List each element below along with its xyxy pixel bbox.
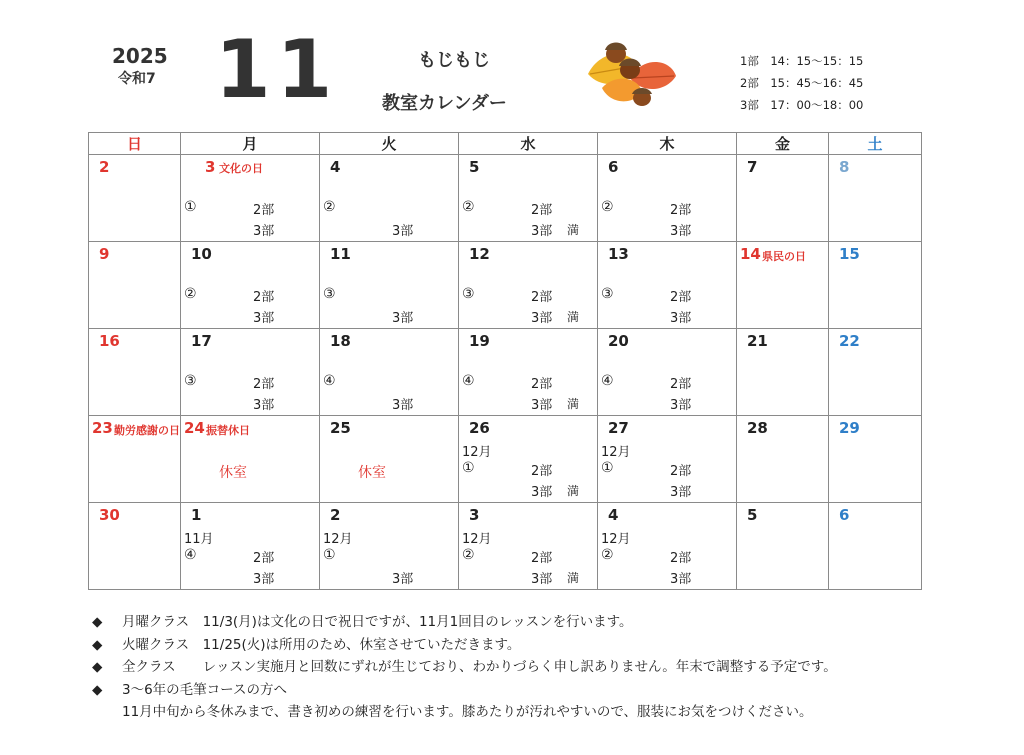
diamond-icon: ◆ — [92, 636, 103, 653]
full-mark: 満 — [567, 310, 580, 324]
holiday-label: 文化の日 — [219, 162, 263, 175]
closed-label: 休室 — [358, 465, 386, 481]
calendar-day-cell — [737, 242, 829, 329]
calendar-day-cell — [89, 329, 181, 416]
day-number: 5 — [747, 506, 758, 524]
session-2-label: 2部 — [253, 203, 275, 218]
note-text: 全クラス レッスン実施月と回数にずれが生じており、わかりづらく申し訳ありません。年末で調整する予定です。 — [122, 659, 837, 675]
class-number: ④ — [601, 373, 614, 389]
day-number: 13 — [608, 245, 629, 263]
day-number: 17 — [191, 332, 212, 350]
holiday-label: 県民の日 — [762, 250, 806, 263]
session-2-label: 2部 — [531, 464, 553, 479]
day-number: 8 — [839, 158, 850, 176]
session-3-label: 3部 — [531, 398, 553, 413]
day-number: 2 — [330, 506, 341, 524]
calendar-day-cell — [829, 155, 922, 242]
era: 令和7 — [118, 71, 156, 87]
session-3-label: 3部 — [670, 224, 692, 239]
class-number: ② — [184, 286, 197, 302]
class-number: ② — [462, 547, 475, 563]
weekday-mon: 月 — [181, 133, 320, 155]
diamond-icon: ◆ — [92, 659, 103, 675]
day-number: 4 — [330, 158, 341, 176]
session-2-label: 2部 — [531, 290, 553, 305]
day-number: 4 — [608, 506, 619, 524]
session-3: 3部 17：00〜18：00 — [740, 98, 864, 112]
month-label: 12月 — [323, 532, 353, 547]
weekday-fri: 金 — [737, 133, 829, 155]
day-number: 11 — [330, 245, 351, 263]
day-number: 22 — [839, 332, 860, 350]
calendar-week — [89, 503, 922, 590]
day-number: 24 — [184, 419, 205, 437]
class-number: ① — [462, 460, 475, 476]
note-text: 11月中旬から冬休みまで、書き初めの練習を行います。膝あたりが汚れやすいので、服装にお気をつけください。 — [122, 704, 813, 720]
session-2-label: 2部 — [531, 377, 553, 392]
day-number: 30 — [99, 506, 120, 524]
session-3-label: 3部 — [670, 398, 692, 413]
class-number: ① — [601, 460, 614, 476]
day-number: 19 — [469, 332, 490, 350]
day-number: 26 — [469, 419, 490, 437]
day-number: 7 — [747, 158, 758, 176]
weekday-sun: 日 — [89, 133, 181, 155]
title-line-1: もじもじ — [418, 50, 490, 71]
calendar-day-cell — [181, 503, 320, 590]
calendar-day-cell — [181, 155, 320, 242]
closed-label: 休室 — [219, 465, 247, 481]
calendar-day-cell — [320, 329, 459, 416]
session-2-label: 2部 — [253, 290, 275, 305]
note-4 — [92, 679, 837, 702]
session-3-label: 3部 — [253, 572, 275, 587]
calendar-day-cell — [737, 329, 829, 416]
class-number: ③ — [601, 286, 614, 302]
session-3-label: 3部 — [392, 572, 414, 587]
session-2-label: 2部 — [670, 464, 692, 479]
month-label: 12月 — [462, 532, 492, 547]
class-number: ① — [323, 547, 336, 563]
note-2 — [92, 634, 837, 657]
calendar-day-cell — [737, 503, 829, 590]
session-2: 2部 15：45〜16：45 — [740, 76, 864, 90]
diamond-icon: ◆ — [92, 614, 103, 630]
full-mark: 満 — [567, 484, 580, 498]
session-times — [740, 50, 863, 116]
day-number: 3 — [205, 158, 216, 176]
day-number: 29 — [839, 419, 860, 437]
full-mark: 満 — [567, 223, 580, 237]
session-2-label: 2部 — [670, 377, 692, 392]
class-number: ② — [323, 199, 336, 215]
note-text: 火曜クラス 11/25(火)は所用のため、休室させていただきます。 — [122, 636, 521, 653]
day-number: 27 — [608, 419, 629, 437]
weekday-sat: 土 — [829, 133, 922, 155]
autumn-leaves-icon — [580, 32, 680, 112]
day-number: 6 — [608, 158, 619, 176]
session-2-label: 2部 — [531, 551, 553, 566]
calendar-day-cell — [598, 329, 737, 416]
session-3-label: 3部 — [670, 485, 692, 500]
note-1 — [92, 611, 837, 634]
class-number: ③ — [184, 373, 197, 389]
weekday-header — [89, 133, 922, 155]
session-3-label: 3部 — [531, 311, 553, 326]
month-label: 12月 — [601, 532, 631, 547]
session-3-label: 3部 — [531, 224, 553, 239]
day-number: 14 — [740, 245, 761, 263]
month-label: 12月 — [601, 445, 631, 460]
calendar-day-cell — [181, 416, 320, 503]
calendar-day-cell — [320, 503, 459, 590]
class-number: ② — [601, 199, 614, 215]
calendar-week — [89, 416, 922, 503]
calendar-day-cell — [459, 242, 598, 329]
session-2-label: 2部 — [531, 203, 553, 218]
class-number: ② — [601, 547, 614, 563]
class-number: ③ — [323, 286, 336, 302]
year: 2025 — [112, 44, 168, 68]
day-number: 3 — [469, 506, 480, 524]
day-number: 1 — [191, 506, 202, 524]
calendar-day-cell — [737, 416, 829, 503]
note-3 — [92, 656, 837, 679]
class-number: ② — [462, 199, 475, 215]
day-number: 6 — [839, 506, 850, 524]
holiday-label: 振替休日 — [206, 424, 250, 437]
calendar-day-cell — [459, 329, 598, 416]
calendar-day-cell — [320, 242, 459, 329]
calendar-day-cell — [598, 155, 737, 242]
session-3-label: 3部 — [392, 311, 414, 326]
calendar-day-cell — [598, 503, 737, 590]
month-label: 11月 — [184, 532, 214, 547]
day-number: 23 — [92, 419, 113, 437]
note-text: 3〜6年の毛筆コースの方へ — [122, 681, 288, 698]
calendar-day-cell — [89, 242, 181, 329]
calendar-day-cell — [89, 155, 181, 242]
session-1: 1部 14：15〜15：15 — [740, 54, 864, 68]
session-3-label: 3部 — [253, 224, 275, 239]
session-2-label: 2部 — [670, 203, 692, 218]
day-number: 16 — [99, 332, 120, 350]
note-text: 月曜クラス 11/3(月)は文化の日で祝日ですが、11月1回目のレッスンを行います。 — [122, 614, 633, 630]
month-label: 12月 — [462, 445, 492, 460]
calendar-day-cell — [737, 155, 829, 242]
day-number: 2 — [99, 158, 110, 176]
day-number: 18 — [330, 332, 351, 350]
diamond-icon: ◆ — [92, 681, 103, 698]
note-5 — [92, 701, 837, 724]
class-number: ④ — [184, 547, 197, 563]
class-number: ④ — [323, 373, 336, 389]
session-3-label: 3部 — [392, 398, 414, 413]
calendar-day-cell — [829, 329, 922, 416]
session-2-label: 2部 — [253, 551, 275, 566]
day-number: 21 — [747, 332, 768, 350]
calendar-week — [89, 329, 922, 416]
full-mark: 満 — [567, 571, 580, 585]
session-2-label: 2部 — [670, 290, 692, 305]
session-2-label: 2部 — [670, 551, 692, 566]
session-3-label: 3部 — [253, 311, 275, 326]
month-number: 11 — [215, 23, 339, 116]
calendar-day-cell — [89, 416, 181, 503]
day-number: 5 — [469, 158, 480, 176]
session-3-label: 3部 — [670, 572, 692, 587]
calendar-day-cell — [598, 242, 737, 329]
weekday-wed: 水 — [459, 133, 598, 155]
calendar-grid — [88, 132, 922, 590]
calendar-day-cell — [459, 155, 598, 242]
calendar-week — [89, 155, 922, 242]
calendar-day-cell — [829, 242, 922, 329]
weekday-tue: 火 — [320, 133, 459, 155]
day-number: 28 — [747, 419, 768, 437]
day-number: 12 — [469, 245, 490, 263]
session-3-label: 3部 — [253, 398, 275, 413]
holiday-label: 勤労感謝の日 — [114, 424, 180, 437]
session-2-label: 2部 — [253, 377, 275, 392]
calendar-day-cell — [89, 503, 181, 590]
calendar-day-cell — [829, 416, 922, 503]
session-3-label: 3部 — [392, 224, 414, 239]
session-3-label: 3部 — [531, 572, 553, 587]
session-3-label: 3部 — [531, 485, 553, 500]
calendar-day-cell — [181, 242, 320, 329]
class-number: ① — [184, 199, 197, 215]
calendar-day-cell — [320, 155, 459, 242]
weekday-thu: 木 — [598, 133, 737, 155]
day-number: 9 — [99, 245, 110, 263]
title-line-2: 教室カレンダー — [382, 93, 507, 114]
calendar-day-cell — [459, 416, 598, 503]
day-number: 25 — [330, 419, 351, 437]
session-3-label: 3部 — [670, 311, 692, 326]
calendar-day-cell — [829, 503, 922, 590]
full-mark: 満 — [567, 397, 580, 411]
day-number: 15 — [839, 245, 860, 263]
class-number: ③ — [462, 286, 475, 302]
calendar-day-cell — [598, 416, 737, 503]
calendar-week — [89, 242, 922, 329]
calendar-day-cell — [181, 329, 320, 416]
day-number: 20 — [608, 332, 629, 350]
calendar-day-cell — [320, 416, 459, 503]
day-number: 10 — [191, 245, 212, 263]
notes — [92, 611, 837, 724]
class-number: ④ — [462, 373, 475, 389]
calendar-day-cell — [459, 503, 598, 590]
